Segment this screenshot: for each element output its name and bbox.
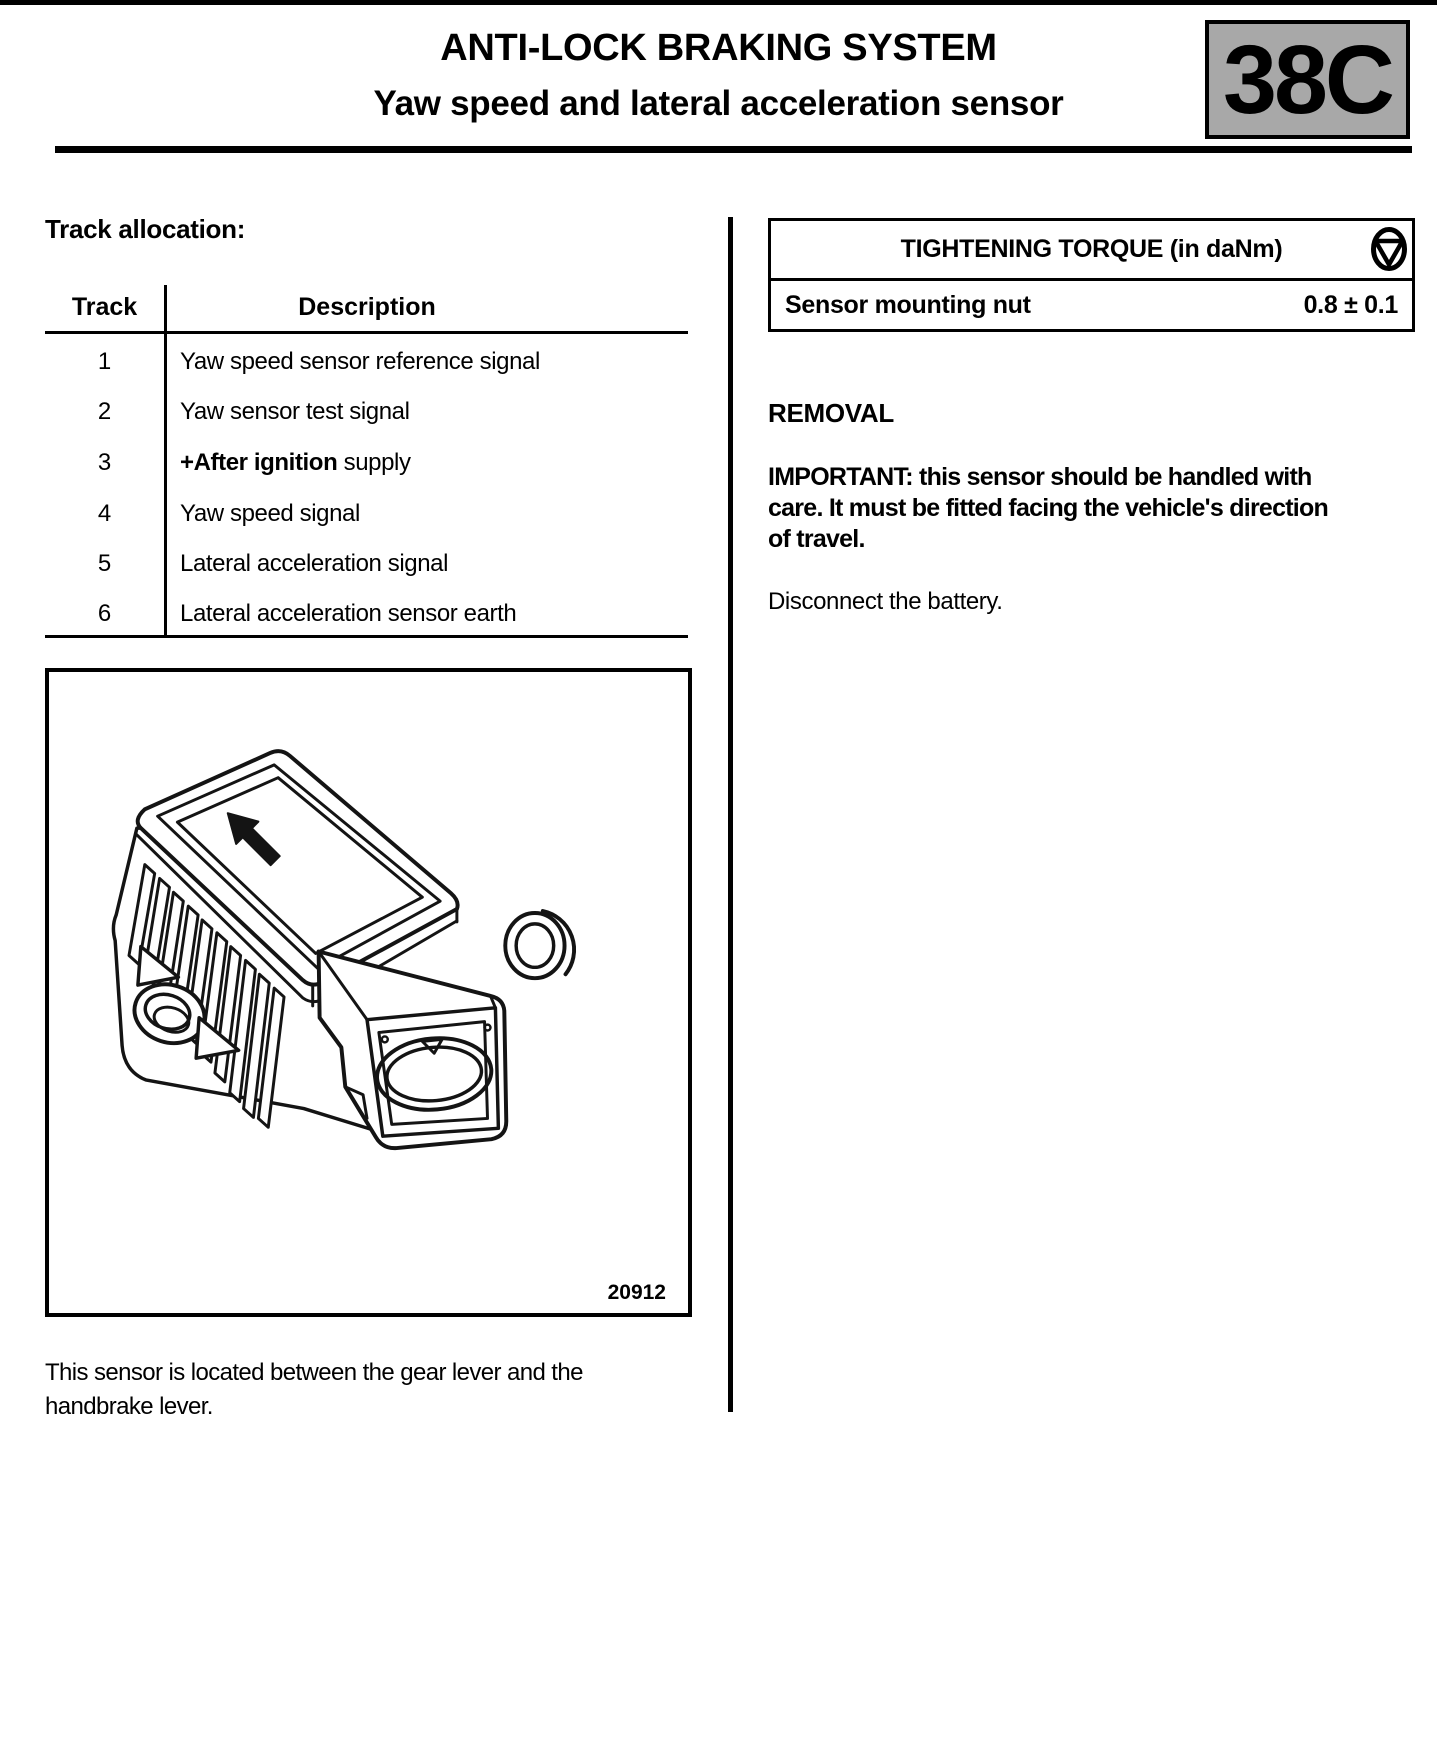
table-row: [45, 337, 688, 387]
torque-table-row: [771, 281, 1412, 329]
tightening-torque-table: [768, 218, 1415, 332]
track-description: [164, 500, 360, 528]
track-description-bold: +After ignition: [180, 449, 338, 476]
header-rule: [55, 146, 1412, 153]
important-line: care. It must be fitted facing the vehicle's direction: [768, 494, 1329, 522]
table-row: [45, 489, 688, 539]
track-description: [164, 600, 516, 628]
track-description-text: Lateral acceleration signal: [180, 550, 449, 577]
page-title: ANTI-LOCK BRAKING SYSTEM: [440, 27, 997, 69]
track-description-text: Yaw speed sensor reference signal: [180, 348, 540, 375]
sensor-figure: [45, 668, 692, 1317]
important-line: of travel.: [768, 525, 865, 553]
track-description: [164, 348, 540, 376]
track-description-text: Yaw speed signal: [180, 500, 360, 527]
track-description: [164, 449, 411, 477]
track-allocation-table: [45, 285, 688, 638]
rear-boss: [505, 911, 574, 978]
caption-line: This sensor is located between the gear lever and the: [45, 1359, 583, 1386]
torque-row-label: Sensor mounting nut: [785, 290, 1031, 319]
track-description-text: Lateral acceleration sensor earth: [180, 600, 517, 627]
track-number: 6: [97, 600, 112, 627]
torque-header-label: TIGHTENING TORQUE (in daNm): [900, 235, 1283, 263]
table-row: [45, 589, 688, 639]
important-note: [768, 462, 1433, 555]
column-divider: [728, 217, 733, 1412]
important-line: IMPORTANT: this sensor should be handled with: [768, 463, 1312, 491]
track-number: 3: [97, 449, 112, 476]
track-description-text: Yaw sensor test signal: [180, 398, 410, 425]
track-number: 2: [97, 398, 112, 425]
page-top-bar: [0, 0, 1437, 5]
track-description: [164, 398, 410, 426]
track-number: 1: [97, 348, 112, 375]
torque-table-header: [771, 221, 1412, 281]
track-allocation-heading: Track allocation:: [45, 214, 246, 244]
track-description: [164, 550, 448, 578]
track-description-text: supply: [337, 449, 411, 476]
caption-line: handbrake lever.: [45, 1393, 213, 1420]
torque-row-value: 0.8 ± 0.1: [1303, 290, 1398, 319]
figure-caption: [45, 1356, 685, 1424]
table-header-track: Track: [71, 293, 138, 321]
table-row: [45, 438, 688, 488]
chapter-code: 38C: [1223, 25, 1392, 134]
figure-number: 20912: [607, 1281, 666, 1304]
track-number: 5: [97, 550, 112, 577]
yaw-sensor-drawing: [49, 672, 688, 1313]
table-row: [45, 539, 688, 589]
track-number: 4: [97, 500, 112, 527]
table-header-rule: [45, 331, 688, 334]
table-bottom-rule: [45, 635, 688, 638]
page-subtitle: Yaw speed and lateral acceleration sensor: [373, 84, 1064, 123]
table-row: [45, 387, 688, 437]
chapter-code-badge: [1205, 20, 1410, 139]
table-header-description: Description: [298, 293, 436, 321]
removal-heading: REMOVAL: [768, 398, 894, 428]
instruction-text: Disconnect the battery.: [768, 588, 1003, 615]
tightening-torque-icon: [1370, 226, 1408, 272]
